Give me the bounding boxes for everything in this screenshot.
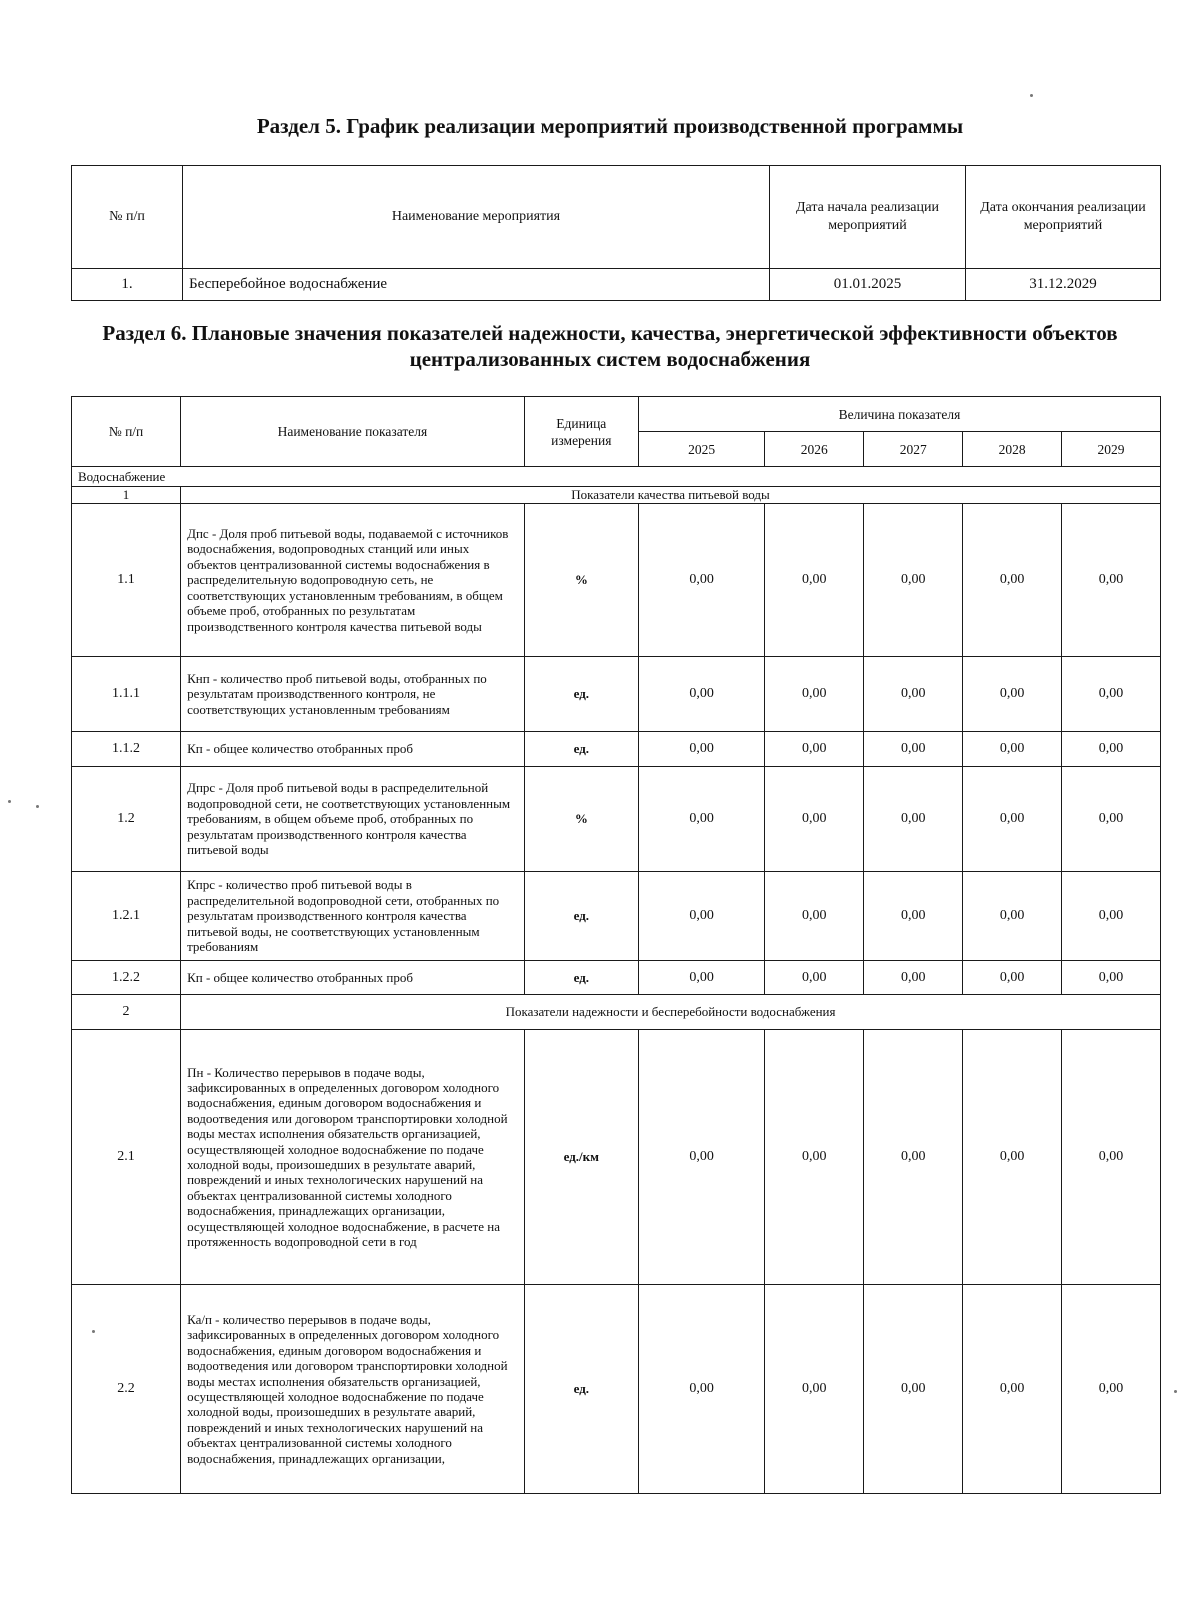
row-num: 2.1: [72, 1030, 181, 1285]
table-row: [72, 657, 1161, 732]
table-row: [72, 767, 1161, 872]
row-value: 0,00: [1062, 961, 1161, 995]
table-row: [72, 504, 1161, 657]
row-value: 0,00: [1062, 872, 1161, 961]
row-value: 0,00: [864, 657, 963, 732]
scan-speck: [1030, 94, 1033, 97]
row-value: 0,00: [638, 767, 764, 872]
row-unit: ед.: [524, 1285, 638, 1494]
header-year: 2027: [864, 432, 963, 467]
section5-title: Раздел 5. График реализации мероприятий производственной программы: [256, 114, 964, 138]
header-start-date: Дата начала реализации мероприятий: [769, 166, 965, 269]
section-row: [72, 467, 1161, 487]
table-row: [72, 1030, 1161, 1285]
header-num: № п/п: [72, 166, 183, 269]
row-value: 0,00: [638, 1285, 764, 1494]
row-value: 0,00: [864, 872, 963, 961]
row-value: 0,00: [864, 732, 963, 767]
table-row: [72, 1285, 1161, 1494]
row-value: 0,00: [864, 504, 963, 657]
row-unit: ед.: [524, 872, 638, 961]
table-row: [72, 872, 1161, 961]
row-end-date: 31.12.2029: [966, 269, 1161, 301]
group-title: Показатели качества питьевой воды: [181, 487, 1161, 504]
row-num: 1.2.1: [72, 872, 181, 961]
row-indicator-name: Кнп - количество проб питьевой воды, отобранных по результатам производственного контроля, не соответствующих установленным требованиям: [181, 657, 525, 732]
header-event-name: Наименование мероприятия: [182, 166, 769, 269]
row-value: 0,00: [963, 1285, 1062, 1494]
row-indicator-name: Дпс - Доля проб питьевой воды, подаваемой с источников водоснабжения, водопроводных станций или иных объектов централизованной системы водоснабжения в распределительную водопроводную сеть, не соответствующих установленным требованиям, в общем объеме проб, отобранных по результатам производственного контроля качества питьевой воды: [181, 504, 525, 657]
group-num: 1: [72, 487, 181, 504]
row-value: 0,00: [864, 1285, 963, 1494]
row-value: 0,00: [765, 872, 864, 961]
table-row: [72, 732, 1161, 767]
row-value: 0,00: [1062, 1285, 1161, 1494]
section6-header-row: [72, 397, 1161, 432]
row-event-name: Бесперебойное водоснабжение: [182, 269, 769, 301]
row-indicator-name: Дпрс - Доля проб питьевой воды в распределительной водопроводной сети, не соответствующих установленным требованиям, в общем объеме проб, отобранных по результатам производственного контроля качества питьевой воды: [181, 767, 525, 872]
row-value: 0,00: [638, 657, 764, 732]
row-unit: ед./км: [524, 1030, 638, 1285]
row-value: 0,00: [638, 504, 764, 657]
row-value: 0,00: [765, 1285, 864, 1494]
row-value: 0,00: [963, 732, 1062, 767]
row-value: 0,00: [963, 1030, 1062, 1285]
table-row: [72, 961, 1161, 995]
header-indicator-value: Величина показателя: [638, 397, 1160, 432]
row-value: 0,00: [765, 1030, 864, 1285]
row-value: 0,00: [638, 1030, 764, 1285]
row-unit: ед.: [524, 961, 638, 995]
scan-speck: [1174, 1390, 1177, 1393]
section6-title: Раздел 6. Плановые значения показателей надежности, качества, энергетической эффективности объектов централизованных систем водоснабжения: [102, 321, 1118, 371]
row-value: 0,00: [963, 961, 1062, 995]
header-year: 2029: [1062, 432, 1161, 467]
group-num: 2: [72, 995, 181, 1030]
row-value: 0,00: [638, 961, 764, 995]
row-indicator-name: Ка/п - количество перерывов в подаче воды, зафиксированных в определенных договором холодного водоснабжения, единым договором водоснабжения и водоотведения или договором транспортировки холодной воды местах исполнения обязательств организацией, осуществляющей холодное водоснабжение по подаче холодной воды, произошедших в результате аварий, повреждений и иных технологических нарушений на объектах централизованной системы холодного водоснабжения, принадлежащих организации,: [181, 1285, 525, 1494]
row-value: 0,00: [765, 732, 864, 767]
row-value: 0,00: [765, 961, 864, 995]
group-title: Показатели надежности и бесперебойности водоснабжения: [181, 995, 1161, 1030]
header-indicator-name: Наименование показателя: [181, 397, 525, 467]
section6-table: [71, 396, 1161, 1494]
scan-speck: [36, 805, 39, 808]
row-value: 0,00: [1062, 767, 1161, 872]
header-end-date: Дата окончания реализации мероприятий: [966, 166, 1161, 269]
row-value: 0,00: [864, 961, 963, 995]
row-num: 1.2.2: [72, 961, 181, 995]
row-num: 1.: [72, 269, 183, 301]
table-row: [72, 269, 1161, 301]
header-unit: Единица измерения: [524, 397, 638, 467]
row-value: 0,00: [864, 767, 963, 872]
row-num: 1.1: [72, 504, 181, 657]
row-value: 0,00: [963, 872, 1062, 961]
row-unit: ед.: [524, 732, 638, 767]
row-value: 0,00: [963, 767, 1062, 872]
row-value: 0,00: [638, 732, 764, 767]
row-value: 0,00: [765, 767, 864, 872]
row-num: 1.2: [72, 767, 181, 872]
section5-table: [71, 165, 1161, 301]
row-value: 0,00: [638, 872, 764, 961]
header-year: 2025: [638, 432, 764, 467]
header-year: 2026: [765, 432, 864, 467]
row-unit: %: [524, 504, 638, 657]
row-num: 1.1.1: [72, 657, 181, 732]
section-label: Водоснабжение: [72, 467, 1161, 487]
row-indicator-name: Кп - общее количество отобранных проб: [181, 961, 525, 995]
section5-header-row: [72, 166, 1161, 269]
group-row: [72, 995, 1161, 1030]
row-unit: ед.: [524, 657, 638, 732]
row-indicator-name: Кпрс - количество проб питьевой воды в распределительной водопроводной сети, отобранных по результатам производственного контроля качества питьевой воды, не соответствующих установленным требованиям: [181, 872, 525, 961]
scan-speck: [8, 800, 11, 803]
row-value: 0,00: [765, 504, 864, 657]
header-year: 2028: [963, 432, 1062, 467]
row-value: 0,00: [1062, 504, 1161, 657]
scan-speck: [92, 1330, 95, 1333]
row-unit: %: [524, 767, 638, 872]
row-value: 0,00: [1062, 1030, 1161, 1285]
group-row: [72, 487, 1161, 504]
row-value: 0,00: [963, 504, 1062, 657]
row-num: 2.2: [72, 1285, 181, 1494]
row-indicator-name: Пн - Количество перерывов в подаче воды, зафиксированных в определенных договором холодного водоснабжения, единым договором водоснабжения и водоотведения или договором транспортировки холодной воды местах исполнения обязательств организацией, осуществляющей холодное водоснабжение по подаче холодной воды, произошедших в результате аварий, повреждений и иных технологических нарушений на объектах централизованной системы холодного водоснабжения, принадлежащих организации, осуществляющей холодное водоснабжение, в расчете на протяженность водопроводной сети в год: [181, 1030, 525, 1285]
row-value: 0,00: [1062, 732, 1161, 767]
row-value: 0,00: [963, 657, 1062, 732]
header-num: № п/п: [72, 397, 181, 467]
row-value: 0,00: [864, 1030, 963, 1285]
row-num: 1.1.2: [72, 732, 181, 767]
row-start-date: 01.01.2025: [769, 269, 965, 301]
row-value: 0,00: [1062, 657, 1161, 732]
row-value: 0,00: [765, 657, 864, 732]
row-indicator-name: Кп - общее количество отобранных проб: [181, 732, 525, 767]
